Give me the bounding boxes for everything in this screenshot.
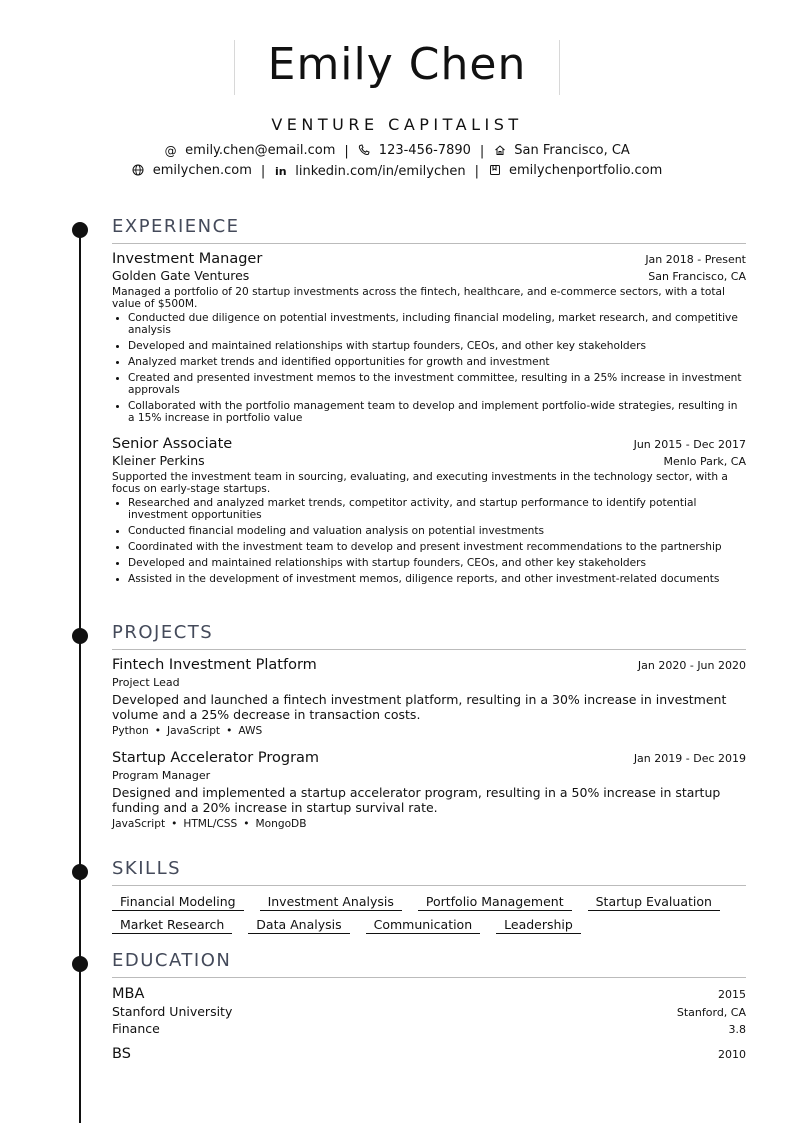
timeline-dot-education bbox=[72, 956, 88, 972]
date-range: Jan 2018 - Present bbox=[645, 253, 746, 266]
website-contact[interactable]: emilychen.com bbox=[132, 162, 252, 180]
project-entry bbox=[112, 657, 746, 737]
field-of-study: Finance bbox=[112, 1021, 160, 1036]
list-item: • Developed and maintained relationships with startup founders, CEOs, and other key stakeholders bbox=[128, 340, 746, 352]
tech-tag: AWS bbox=[238, 725, 263, 737]
section-title: PROJECTS bbox=[112, 622, 746, 650]
linkedin-icon: in bbox=[274, 165, 287, 178]
degree: MBA bbox=[112, 986, 145, 1002]
contact-row-1: @ emily.chen@email.com | 123-456-7890 | San Francisco, CA bbox=[164, 143, 630, 159]
date-range: Jun 2015 - Dec 2017 bbox=[633, 438, 746, 451]
skill-tag: Leadership bbox=[496, 917, 581, 934]
portfolio-icon bbox=[488, 162, 501, 180]
location: Stanford, CA bbox=[676, 1006, 746, 1019]
project-description: Developed and launched a fintech investment platform, resulting in a 30% increase in investment volume and a 25% decrease in transaction costs. bbox=[112, 692, 727, 722]
tech-tag: HTML/CSS bbox=[183, 818, 238, 830]
degree: BS bbox=[112, 1046, 131, 1062]
globe-icon bbox=[132, 162, 145, 180]
role-summary: Supported the investment team in sourcing, evaluating, and executing investments in the technology sector, with a focus on early-stage startups. bbox=[112, 471, 728, 495]
list-item: • Collaborated with the portfolio management team to develop and implement portfolio-wide strategies, resulting in a 15% increase in portfolio value bbox=[128, 400, 746, 424]
graduation-year: 2010 bbox=[718, 1048, 746, 1061]
date-range: Jan 2019 - Dec 2019 bbox=[633, 752, 746, 765]
location: Menlo Park, CA bbox=[663, 455, 746, 468]
bullet-list bbox=[112, 497, 746, 585]
name-frame bbox=[234, 40, 561, 95]
skill-tag: Communication bbox=[366, 917, 481, 934]
contact-row-2: emilychen.com | in linkedin.com/in/emilychen | emilychenportfolio.com bbox=[0, 162, 794, 181]
tech-list: JavaScript • HTML/CSS • MongoDB bbox=[112, 818, 307, 830]
resume-header bbox=[0, 40, 794, 181]
education-section bbox=[112, 950, 746, 1062]
skill-tag: Portfolio Management bbox=[418, 894, 572, 911]
role-title: Investment Manager bbox=[112, 251, 263, 267]
skill-tag: Data Analysis bbox=[248, 917, 349, 934]
location-contact: San Francisco, CA bbox=[493, 142, 630, 160]
phone-icon bbox=[358, 142, 371, 160]
project-entry bbox=[112, 750, 746, 830]
list-item: • Researched and analyzed market trends, competitor activity, and startup performance to identify potential investment opportunities bbox=[128, 497, 746, 521]
project-role: Project Lead bbox=[112, 676, 180, 689]
section-title: EDUCATION bbox=[112, 950, 746, 978]
list-item: • Created and presented investment memos to the investment committee, resulting in a 25% increase in investment approvals bbox=[128, 372, 746, 396]
timeline-dot-experience bbox=[72, 222, 88, 238]
project-title: Startup Accelerator Program bbox=[112, 750, 320, 766]
email-contact[interactable]: @ emily.chen@email.com bbox=[164, 143, 336, 158]
tech-list: Python • JavaScript • AWS bbox=[112, 725, 263, 737]
timeline-dot-skills bbox=[72, 864, 88, 880]
list-item: • Coordinated with the investment team to develop and present investment recommendations to the partnership bbox=[128, 541, 746, 553]
list-item: • Conducted due diligence on potential investments, including financial modeling, market research, and competitive analysis bbox=[128, 312, 746, 336]
job-title: VENTURE CAPITALIST bbox=[271, 115, 523, 134]
school-name: Stanford University bbox=[112, 1004, 233, 1019]
company-name: Golden Gate Ventures bbox=[112, 268, 250, 283]
tech-tag: JavaScript bbox=[112, 818, 166, 830]
section-title: SKILLS bbox=[112, 858, 746, 886]
skills-section bbox=[112, 858, 746, 934]
tech-tag: JavaScript bbox=[166, 725, 221, 737]
timeline-line bbox=[79, 228, 81, 1123]
at-icon: @ bbox=[164, 144, 177, 158]
portfolio-contact[interactable]: emilychenportfolio.com bbox=[488, 162, 662, 180]
project-title: Fintech Investment Platform bbox=[112, 657, 317, 673]
location: San Francisco, CA bbox=[648, 270, 746, 283]
list-item: • Developed and maintained relationships with startup founders, CEOs, and other key stakeholders bbox=[128, 557, 746, 569]
date-range: Jan 2020 - Jun 2020 bbox=[637, 659, 746, 672]
role-title: Senior Associate bbox=[112, 436, 233, 452]
list-item: • Assisted in the development of investment memos, diligence reports, and other investment-related documents bbox=[128, 573, 746, 585]
list-item: • Analyzed market trends and identified opportunities for growth and investment bbox=[128, 356, 746, 368]
experience-entry bbox=[112, 251, 746, 424]
company-name: Kleiner Perkins bbox=[112, 453, 205, 468]
education-entry bbox=[112, 1046, 746, 1062]
home-icon bbox=[493, 142, 506, 160]
timeline-dot-projects bbox=[72, 628, 88, 644]
education-entry bbox=[112, 986, 746, 1036]
phone-contact[interactable]: 123-456-7890 bbox=[358, 142, 471, 160]
skill-tag: Financial Modeling bbox=[112, 894, 244, 911]
experience-section bbox=[112, 216, 746, 589]
skill-tag: Startup Evaluation bbox=[588, 894, 720, 911]
gpa: 3.8 bbox=[728, 1023, 746, 1036]
section-title: EXPERIENCE bbox=[112, 216, 746, 244]
person-name: Emily Chen bbox=[267, 39, 527, 90]
bullet-list bbox=[112, 312, 746, 424]
project-role: Program Manager bbox=[112, 769, 211, 782]
skill-tag: Market Research bbox=[112, 917, 232, 934]
projects-section bbox=[112, 622, 746, 830]
project-description: Designed and implemented a startup accelerator program, resulting in a 50% increase in startup funding and a 20% increase in startup survival rate. bbox=[112, 785, 721, 815]
skills-list bbox=[112, 894, 746, 934]
skill-tag: Investment Analysis bbox=[260, 894, 402, 911]
role-summary: Managed a portfolio of 20 startup investments across the fintech, healthcare, and e-commerce sectors, with a total value of $500M. bbox=[112, 286, 725, 310]
tech-tag: Python bbox=[112, 725, 149, 737]
experience-entry bbox=[112, 436, 746, 585]
tech-tag: MongoDB bbox=[255, 818, 307, 830]
graduation-year: 2015 bbox=[718, 988, 746, 1001]
linkedin-contact[interactable]: in linkedin.com/in/emilychen bbox=[274, 164, 466, 179]
list-item: • Conducted financial modeling and valuation analysis on potential investments bbox=[128, 525, 746, 537]
